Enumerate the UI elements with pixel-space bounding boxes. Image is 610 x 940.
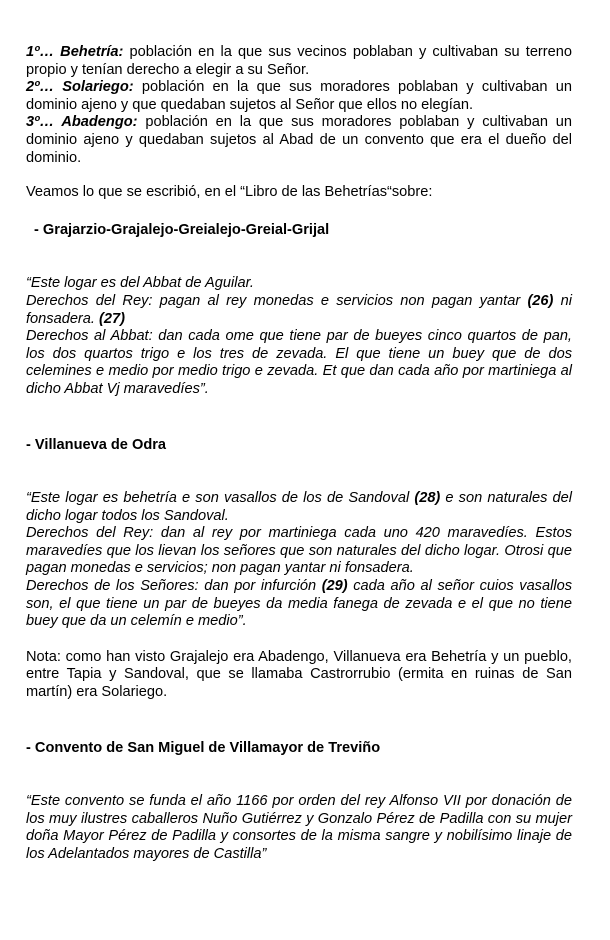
definition-text: población en la que sus moradores poblaban y cultivaban un dominio ajeno y quedaban sujetos al Abad de un convento que era el dueño del dominio.	[26, 114, 572, 166]
quote-text: Derechos de los Señores: dan por infurción	[26, 578, 322, 595]
quote-grajalejo	[26, 275, 572, 398]
definition-behetria	[26, 44, 572, 79]
definition-term: 3º… Abadengo:	[26, 114, 138, 131]
quote-text: e son naturales del dicho logar todos los Sandoval.	[26, 490, 573, 524]
quote-line	[26, 490, 572, 525]
footnote-ref-28: (28)	[414, 490, 441, 507]
quote-convento: “Este convento se funda el año 1166 por orden del rey Alfonso VII por donación de los muy ilustres caballeros Nuño Gutiérrez y Gonzalo Pérez de Padilla con su mujer doña Mayor Pérez de Padilla y consortes de la misma sangre y nobilísimo linaje de los Adelantados mayores de Castilla”	[26, 793, 572, 862]
quote-villanueva	[26, 490, 572, 631]
quote-line: “Este logar es del Abbat de Aguilar.	[26, 275, 254, 292]
note-paragraph: Nota: como han visto Grajalejo era Abadengo, Villanueva era Behetría y un pueblo, entre Tapia y Sandoval, que se llamaba Castrorrubio (ermita en ruinas de San martín) era Solariego.	[26, 648, 572, 701]
intro-paragraph: Veamos lo que se escribió, en el “Libro de las Behetrías“sobre:	[26, 184, 433, 201]
section-heading-grajalejo: - Grajarzio-Grajalejo-Greialejo-Greial-Grijal	[34, 221, 330, 238]
definition-text: población en la que sus moradores poblaban y cultivaban un dominio ajeno y que quedaban sujetos al Señor que ellos no elegían.	[26, 79, 572, 113]
quote-text: ni fonsadera.	[26, 292, 572, 327]
definition-solariego	[26, 79, 572, 114]
quote-text: “Este logar es behetría e son vasallos de los de Sandoval	[26, 490, 415, 507]
footnote-ref-26: (26)	[527, 292, 554, 309]
footnote-ref-29: (29)	[321, 578, 348, 595]
quote-text: Derechos del Rey: pagan al rey monedas e servicios non pagan yantar	[26, 292, 528, 309]
definitions-list	[26, 44, 572, 167]
definition-term: 2º… Solariego:	[26, 79, 134, 96]
definition-term: 1º… Behetría:	[26, 44, 124, 60]
quote-line	[26, 293, 572, 328]
quote-text: cada año al señor cuios vasallos son, el que tiene un par de bueyes da media fanega de zevada e el que no tiene buey que da un celemín e medio”.	[26, 578, 572, 630]
footnote-ref-27: (27)	[99, 310, 125, 327]
quote-line: Derechos al Abbat: dan cada ome que tiene par de bueyes cinco quartos de pan, los dos quartos trigo e los tres de zevada. El que tiene un buey que de dos celemines e medio por medio trigo e zevada. Et que dan cada año por martiniega al dicho Abbat Vj maravedíes”.	[26, 328, 572, 397]
section-heading-convento: - Convento de San Miguel de Villamayor de Treviño	[26, 739, 381, 756]
definition-text: población en la que sus vecinos poblaban y cultivaban su terreno propio y tenían derecho a elegir a su Señor.	[26, 44, 573, 78]
quote-line: Derechos del Rey: dan al rey por martiniega cada uno 420 maravedíes. Estos maravedíes que los lievan los señores que son naturales del dicho logar. Otrosi que pagan monedas e servicios; non pagan yantar ni fonsadera.	[26, 525, 572, 577]
section-heading-villanueva: - Villanueva de Odra	[26, 436, 167, 453]
quote-line	[26, 578, 572, 631]
definition-abadengo	[26, 114, 572, 167]
